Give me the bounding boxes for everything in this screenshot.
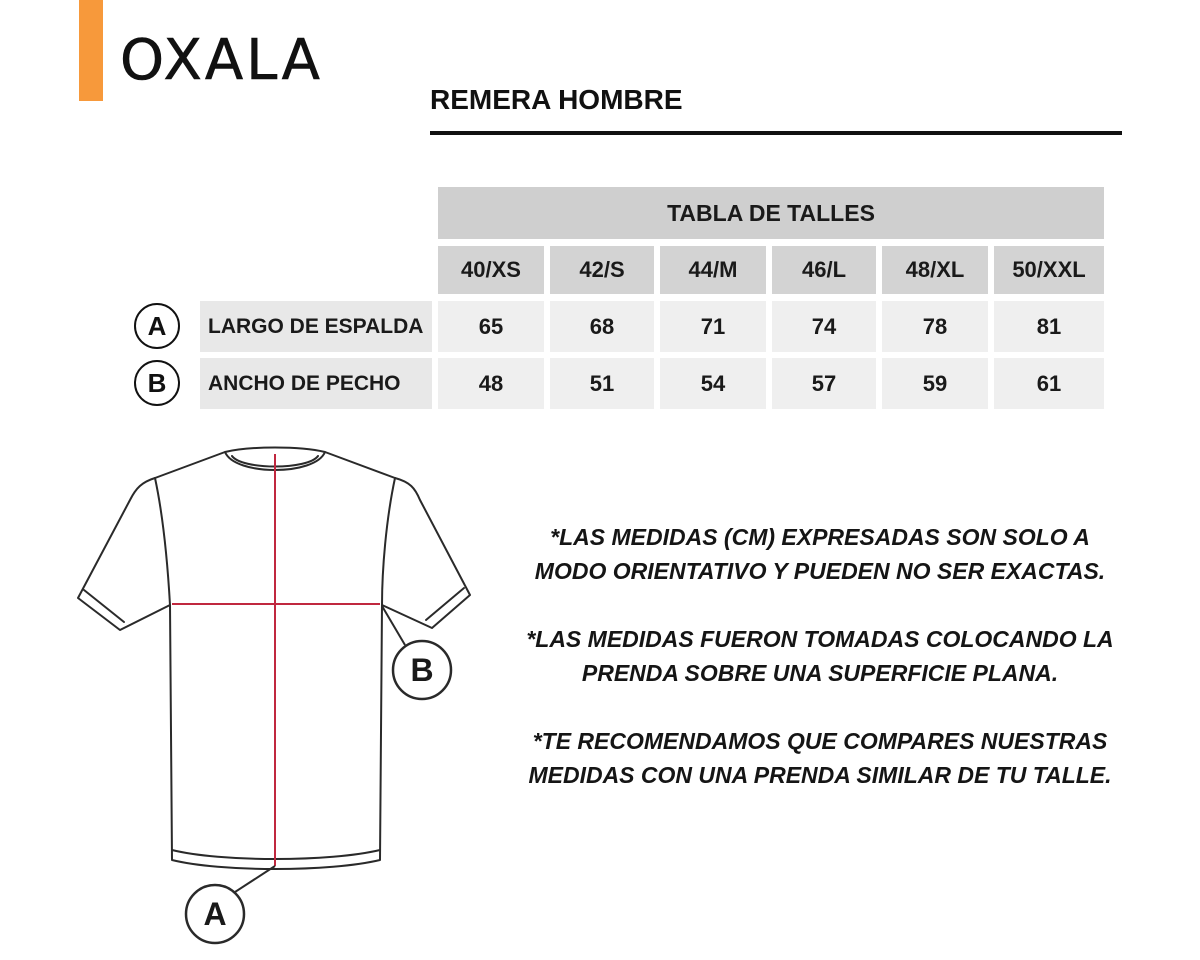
- tshirt-diagram: [60, 430, 490, 960]
- size-header-cell: 50/XXL: [994, 246, 1104, 294]
- size-header-cell: 46/L: [772, 246, 876, 294]
- table-cell: 68: [550, 301, 654, 352]
- note-orientative: *LAS MEDIDAS (CM) EXPRESADAS SON SOLO A MODO ORIENTATIVO Y PUEDEN NO SER EXACTAS.: [534, 524, 1106, 584]
- size-header-cell: 40/XS: [438, 246, 544, 294]
- size-header-cell: 44/M: [660, 246, 766, 294]
- table-cell: 51: [550, 358, 654, 409]
- note-flat-surface: *LAS MEDIDAS FUERON TOMADAS COLOCANDO LA PRENDA SOBRE UNA SUPERFICIE PLANA.: [526, 626, 1114, 686]
- row-label-largo-espalda: LARGO DE ESPALDA: [200, 301, 432, 352]
- table-cell: 81: [994, 301, 1104, 352]
- table-cell: 48: [438, 358, 544, 409]
- table-cell: 59: [882, 358, 988, 409]
- marker-b-label: B: [410, 652, 434, 688]
- size-header-cell: 42/S: [550, 246, 654, 294]
- product-title: REMERA HOMBRE: [430, 84, 683, 115]
- measurement-notes: [520, 520, 1120, 826]
- brand-logo: OXALA: [120, 28, 323, 93]
- table-cell: 65: [438, 301, 544, 352]
- table-cell: 61: [994, 358, 1104, 409]
- marker-a-leader: [235, 866, 275, 892]
- row-label-ancho-pecho: ANCHO DE PECHO: [200, 358, 432, 409]
- size-header-cell: 48/XL: [882, 246, 988, 294]
- table-cell: 54: [660, 358, 766, 409]
- marker-a-label: A: [203, 896, 227, 932]
- table-cell: 57: [772, 358, 876, 409]
- marker-b-leader: [382, 606, 405, 645]
- title-divider: [430, 131, 1122, 135]
- brand-accent-bar: [79, 0, 103, 101]
- size-table-title: TABLA DE TALLES: [438, 187, 1104, 239]
- row-marker-b: B: [134, 360, 180, 406]
- table-cell: 78: [882, 301, 988, 352]
- row-marker-a: A: [134, 303, 180, 349]
- table-cell: 71: [660, 301, 766, 352]
- note-compare: *TE RECOMENDAMOS QUE COMPARES NUESTRAS MEDIDAS CON UNA PRENDA SIMILAR DE TU TALLE.: [528, 728, 1112, 788]
- table-cell: 74: [772, 301, 876, 352]
